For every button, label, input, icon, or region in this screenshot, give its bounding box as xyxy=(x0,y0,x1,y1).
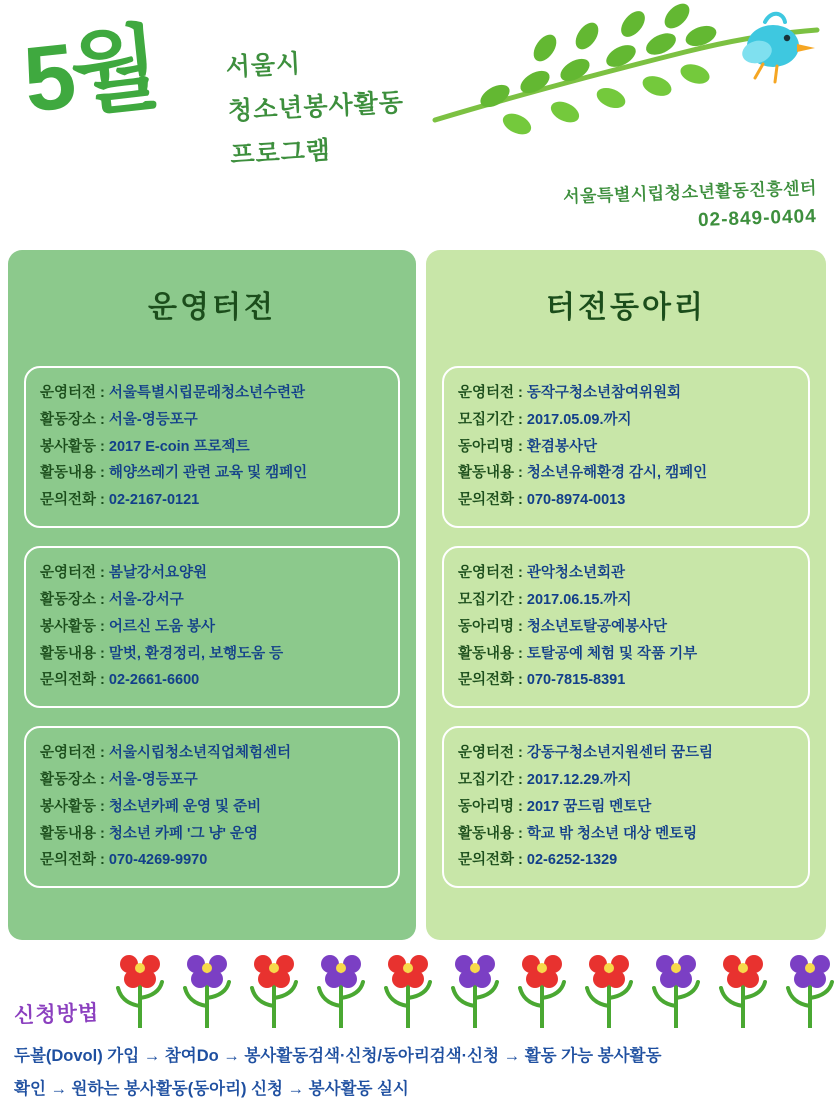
row-label: 활동내용 : xyxy=(458,465,523,482)
card-row xyxy=(40,641,384,668)
row-value: 070-7815-8391 xyxy=(526,672,626,689)
card-row xyxy=(458,487,794,514)
row-value: 청소년유해환경 감시, 캠페인 xyxy=(526,465,708,482)
row-label: 모집기간 : xyxy=(458,411,523,428)
row-label: 문의전화 : xyxy=(458,672,523,689)
row-value: 강동구청소년지원센터 꿈드림 xyxy=(526,745,714,762)
row-value: 환겸봉사단 xyxy=(526,438,597,455)
apply-method-label: 신청방법 xyxy=(13,1001,100,1028)
site-card[interactable] xyxy=(24,546,400,708)
card-row xyxy=(458,434,794,461)
poster-footer xyxy=(0,940,835,1113)
card-row xyxy=(40,794,384,821)
card-row xyxy=(458,380,794,407)
row-value: 서울시립청소년직업체험센터 xyxy=(108,745,292,762)
row-label: 활동장소 : xyxy=(40,771,105,788)
card-row xyxy=(458,667,794,694)
branch-with-bird-illustration xyxy=(425,0,825,180)
row-label: 활동장소 : xyxy=(40,591,105,608)
row-value: 2017.06.15.까지 xyxy=(526,591,632,608)
row-value: 서울특별시립문래청소년수련관 xyxy=(108,385,306,401)
row-value: 관악청소년회관 xyxy=(526,565,625,582)
card-row xyxy=(40,587,384,614)
title-line-3: 프로그램 xyxy=(229,135,332,170)
row-value: 서울-영등포구 xyxy=(108,411,198,428)
row-label: 활동내용 : xyxy=(40,645,105,662)
site-card[interactable] xyxy=(24,366,400,528)
title-line-1: 서울시 xyxy=(225,49,302,82)
card-row xyxy=(40,434,384,461)
row-value: 청소년 카페 '그 냥' 운영 xyxy=(108,825,258,842)
card-row xyxy=(458,587,794,614)
row-value: 해양쓰레기 관련 교육 및 캠페인 xyxy=(108,465,308,482)
club-card[interactable] xyxy=(442,546,810,708)
row-value: 070-4269-9970 xyxy=(108,852,208,869)
card-row xyxy=(40,614,384,641)
card-row xyxy=(458,847,794,874)
row-label: 활동내용 : xyxy=(40,825,105,842)
row-label: 동아리명 : xyxy=(458,798,523,815)
row-label: 활동장소 : xyxy=(40,411,105,428)
center-phone: 02-849-0404 xyxy=(697,205,818,232)
flower-row-illustration xyxy=(0,946,835,1028)
row-value: 봄날강서요양원 xyxy=(108,565,207,582)
column-title-left: 운영터전 xyxy=(148,291,276,324)
row-label: 봉사활동 : xyxy=(40,618,105,635)
row-value: 02-2661-6600 xyxy=(108,672,200,689)
card-row xyxy=(40,407,384,434)
club-card[interactable] xyxy=(442,366,810,528)
card-row xyxy=(458,794,794,821)
row-label: 운영터전 : xyxy=(40,745,105,762)
row-label: 문의전화 : xyxy=(458,852,523,869)
row-label: 운영터전 : xyxy=(40,385,105,401)
row-value: 동작구청소년참여위원회 xyxy=(526,385,681,401)
card-row xyxy=(458,767,794,794)
row-label: 동아리명 : xyxy=(458,438,523,455)
content-columns xyxy=(0,250,835,940)
column-site-clubs xyxy=(426,250,826,940)
card-row xyxy=(458,407,794,434)
card-row xyxy=(458,641,794,668)
card-row xyxy=(458,614,794,641)
row-value: 2017.12.29.까지 xyxy=(526,771,632,788)
row-label: 활동내용 : xyxy=(458,825,523,842)
card-row xyxy=(40,560,384,587)
row-label: 운영터전 : xyxy=(458,745,523,762)
row-label: 봉사활동 : xyxy=(40,438,105,455)
row-value: 학교 밖 청소년 대상 멘토링 xyxy=(526,825,698,842)
center-name: 서울특별시립청소년활동진흥센터 xyxy=(562,178,818,207)
row-label: 문의전화 : xyxy=(40,852,105,869)
card-row xyxy=(458,460,794,487)
column-operating-sites xyxy=(8,250,416,940)
row-value: 어르신 도움 봉사 xyxy=(108,618,216,635)
row-value: 02-2167-0121 xyxy=(108,492,200,509)
row-value: 070-8974-0013 xyxy=(526,492,626,509)
row-label: 모집기간 : xyxy=(458,771,523,788)
bird-icon xyxy=(740,14,815,82)
card-row xyxy=(40,667,384,694)
apply-steps xyxy=(14,1040,826,1106)
card-row xyxy=(458,740,794,767)
row-value: 2017 꿈드림 멘토단 xyxy=(526,798,652,815)
row-label: 모집기간 : xyxy=(458,591,523,608)
row-value: 청소년토탈공예봉사단 xyxy=(526,618,667,635)
card-row xyxy=(40,487,384,514)
apply-steps-line-2: 확인 → 원하는 봉사활동(동아리) 신청 → 봉사활동 실시 xyxy=(14,1080,409,1098)
row-label: 운영터전 : xyxy=(40,565,105,582)
row-label: 운영터전 : xyxy=(458,565,523,582)
card-row xyxy=(40,821,384,848)
row-label: 문의전화 : xyxy=(40,492,105,509)
club-card[interactable] xyxy=(442,726,810,888)
row-label: 활동내용 : xyxy=(40,465,105,482)
row-value: 말벗, 환경정리, 보행도움 등 xyxy=(108,645,284,662)
poster-title xyxy=(225,37,408,177)
title-line-2: 청소년봉사활동 xyxy=(227,88,405,126)
row-label: 문의전화 : xyxy=(458,492,523,509)
row-label: 봉사활동 : xyxy=(40,798,105,815)
row-value: 토탈공예 체험 및 작품 기부 xyxy=(526,645,698,662)
row-label: 활동내용 : xyxy=(458,645,523,662)
row-value: 2017 E-coin 프로젝트 xyxy=(108,438,250,455)
card-row xyxy=(40,460,384,487)
row-label: 운영터전 : xyxy=(458,385,523,401)
row-label: 문의전화 : xyxy=(40,672,105,689)
card-row xyxy=(458,560,794,587)
row-value: 2017.05.09.까지 xyxy=(526,411,632,428)
month-title: 5월 xyxy=(19,16,162,132)
row-label: 동아리명 : xyxy=(458,618,523,635)
card-row xyxy=(458,821,794,848)
row-value: 청소년카페 운영 및 준비 xyxy=(108,798,262,815)
site-card[interactable] xyxy=(24,726,400,888)
row-value: 서울-영등포구 xyxy=(108,771,198,788)
row-value: 02-6252-1329 xyxy=(526,852,618,869)
card-row xyxy=(40,380,384,407)
card-row xyxy=(40,767,384,794)
card-row xyxy=(40,847,384,874)
poster-header xyxy=(0,0,835,250)
row-value: 서울-강서구 xyxy=(108,591,184,608)
column-title-right: 터전동아리 xyxy=(546,291,706,324)
apply-steps-line-1: 두볼(Dovol) 가입 → 참여Do → 봉사활동검색·신청/동아리검색·신청 → 활동 가능 봉사활동 xyxy=(14,1047,662,1065)
card-row xyxy=(40,740,384,767)
